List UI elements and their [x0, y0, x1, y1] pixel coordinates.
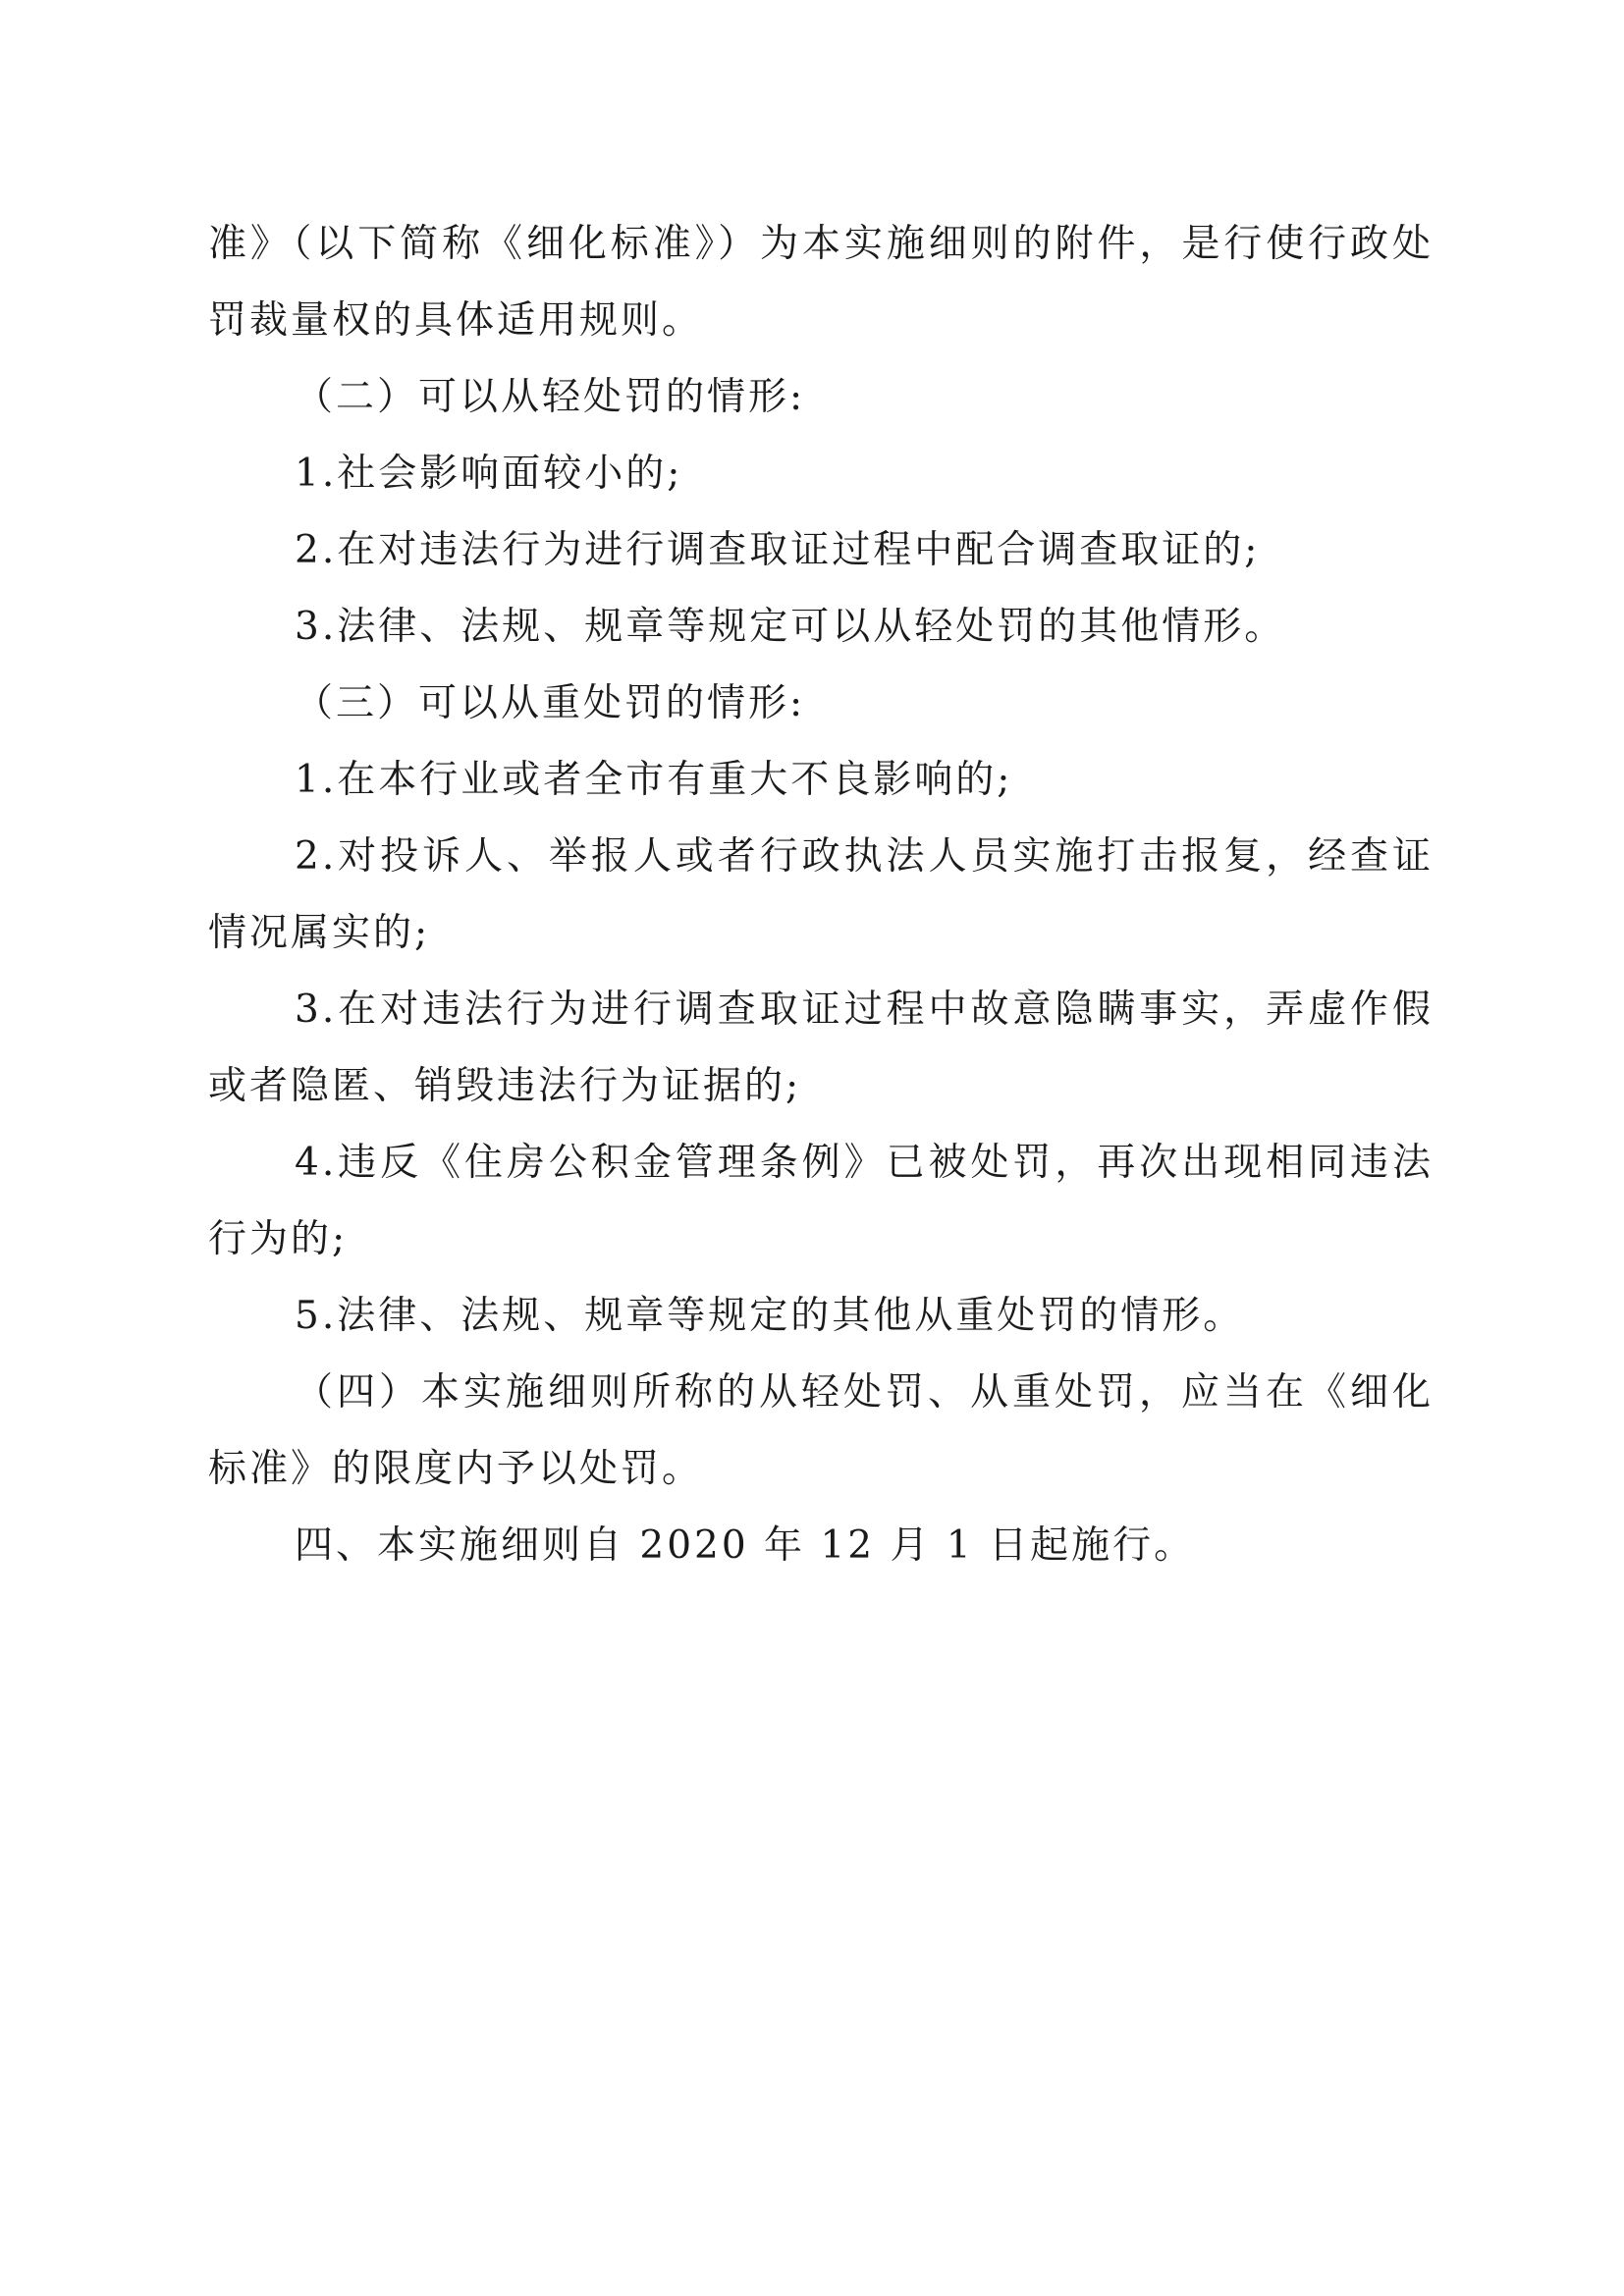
heavier-item-3: 3.在对违法行为进行调查取证过程中故意隐瞒事实，弄虚作假或者隐匿、销毁违法行为证据的;: [208, 988, 1434, 1108]
paragraph-attachment-note: 准》（以下简称《细化标准》）为本实施细则的附件，是行使行政处罚裁量权的具体适用规则。: [208, 222, 1434, 343]
heading-lighter-penalty: （二）可以从轻处罚的情形:: [295, 375, 806, 419]
document-body: [208, 206, 1434, 1584]
heavier-item-2: 2.对投诉人、举报人或者行政执法人员实施打击报复，经查证情况属实的;: [208, 834, 1434, 955]
heading-heavier-penalty: （三）可以从重处罚的情形:: [295, 681, 806, 725]
lighter-item-3: 3.法律、法规、规章等规定可以从轻处罚的其他情形。: [295, 605, 1286, 649]
lighter-item-2: 2.在对违法行为进行调查取证过程中配合调查取证的;: [295, 528, 1261, 572]
lighter-item-1: 1.社会影响面较小的;: [295, 452, 683, 496]
heavier-item-5: 5.法律、法规、规章等规定的其他从重处罚的情形。: [295, 1294, 1245, 1338]
clause-four-limits: （四）本实施细则所称的从轻处罚、从重处罚，应当在《细化标准》的限度内予以处罚。: [208, 1370, 1434, 1491]
effective-date-clause: 四、本实施细则自 2020 年 12 月 1 日起施行。: [295, 1523, 1196, 1568]
heavier-item-1: 1.在本行业或者全市有重大不良影响的;: [295, 758, 1013, 802]
heavier-item-4: 4.违反《住房公积金管理条例》已被处罚，再次出现相同违法行为的;: [208, 1141, 1434, 1261]
